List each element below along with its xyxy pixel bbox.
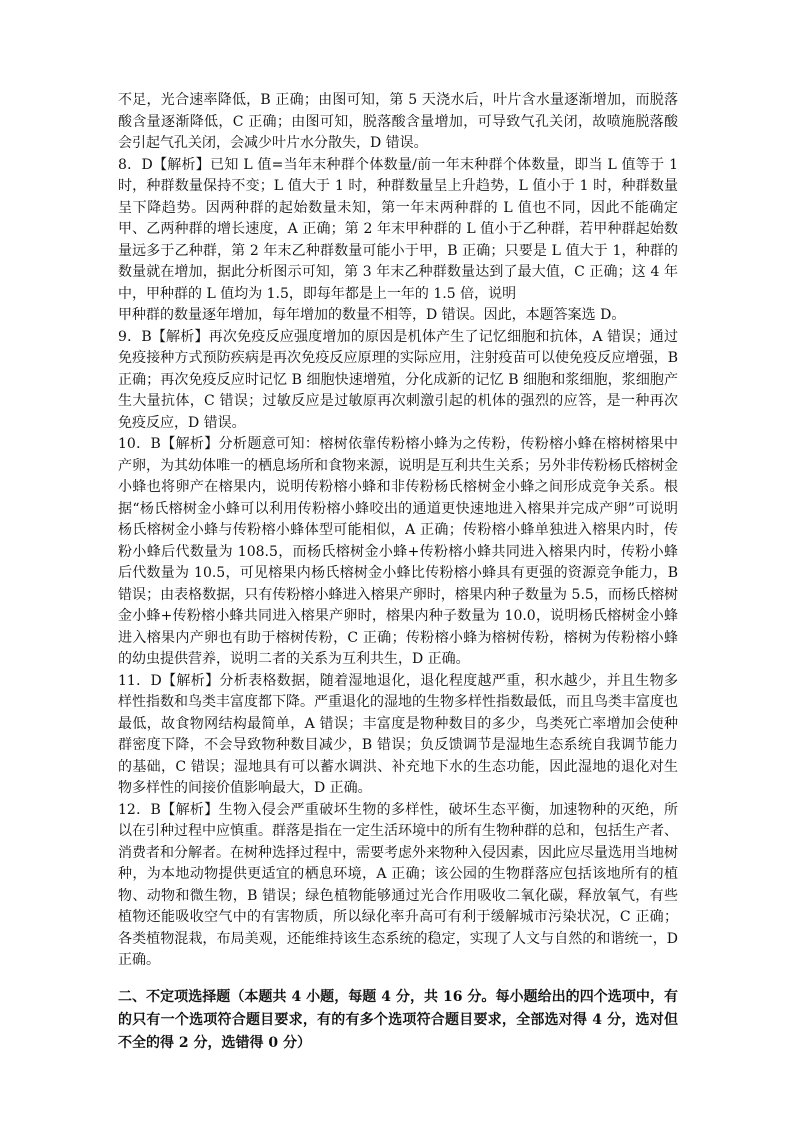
answer-paragraph-8: 8．D【解析】已知 L 值=当年末种群个体数量/前一年末种群个体数量，即当 L 值等于 1 时，种群数量保持不变；L 值大于 1 时，种群数量呈上升趋势，L 值小于 1 时，种群数量呈下降趋势。因两种群的起始数量未知，第一年末两种群的 L 值也不同，因此不能确定甲、乙两种群的增长速度，A 正确；第 2 年末甲种群的 L 值小于乙种群，若甲种群起始数量远多于乙种群，第 2 年末乙种群数量可能小于甲，B 正确；只要是 L 值大于 1，种群的数量就在增加，据此分析图示可知，第 3 年末乙种群数量达到了最大值，C 正确；这 4 年中，甲种群的 L 值均为 1.5，即每年都是上一年的 1.5 倍，说明 xyxy=(118,156,678,302)
answer-paragraph-9: 9．B【解析】再次免疫反应强度增加的原因是机体产生了记忆细胞和抗体，A 错误；通过免疫接种方式预防疾病是再次免疫反应原理的实际应用，注射疫苗可以使免疫反应增强，B 正确；再次免疫反应时记忆 B 细胞快速增殖，分化成新的记忆 B 细胞和浆细胞，浆细胞产生大量抗体，C 错误；过敏反应是过敏原再次刺激引起的机体的强烈的应答，是一种再次免疫反应，D 错误。 xyxy=(118,328,678,431)
answer-page xyxy=(118,90,678,1069)
answer-paragraph-11: 11．D【解析】分析表格数据，随着湿地退化，退化程度越严重，积水越少，并且生物多样性指数和鸟类丰富度都下降。严重退化的湿地的生物多样性指数最低，而且鸟类丰富度也最低，故食物网结构最简单，A 错误；丰富度是物种数目的多少，鸟类死亡率增加会使种群密度下降，不会导致物种数目减少，B 错误；负反馈调节是湿地生态系统自我调节能力的基础，C 错误；湿地具有可以蓄水调洪、补充地下水的生态功能，因此湿地的退化对生物多样性的间接价值影响最大，D 正确。 xyxy=(118,672,678,796)
answer-paragraph-12: 12．B【解析】生物入侵会严重破坏生物的多样性，破坏生态平衡，加速物种的灭绝，所以在引种过程中应慎重。群落是指在一定生活环境中的所有生物种群的总和，包括生产者、消费者和分解者。在树种选择过程中，需要考虑外来物种入侵因素，因此应尽量选用当地树种，为本地动物提供更适宜的栖息环境，A 正确；该公园的生物群落应包括该地所有的植物、动物和微生物，B 错误；绿色植物能够通过光合作用吸收二氧化碳，释放氧气，有些植物还能吸收空气中的有害物质，所以绿化率升高可有利于缓解城市污染状况，C 正确；各类植物混栽，布局美观，还能维持该生态系统的稳定，实现了人文与自然的和谐统一，D 正确。 xyxy=(118,801,678,968)
answer-paragraph-10: 10．B【解析】分析题意可知：榕树依靠传粉榕小蜂为之传粉，传粉榕小蜂在榕树榕果中产卵，为其幼体唯一的栖息场所和食物来源，说明是互利共生关系；另外非传粉杨氏榕树金小蜂也将卵产在榕果内，说明传粉榕小蜂和非传粉杨氏榕树金小蜂之间形成竞争关系。根据“杨氏榕树金小蜂可以利用传粉榕小蜂咬出的通道更快速地进入榕果并完成产卵”可说明杨氏榕树金小蜂与传粉榕小蜂体型可能相似，A 正确；传粉榕小蜂单独进入榕果内时，传粉小蜂后代数量为 108.5，而杨氏榕树金小蜂+传粉榕小蜂共同进入榕果内时，传粉小蜂后代数量为 10.5，可见榕果内杨氏榕树金小蜂比传粉榕小蜂具有更强的资源竞争能力，B 错误；由表格数据，只有传粉榕小蜂进入榕果产卵时，榕果内种子数量为 5.5，而杨氏榕树金小蜂+传粉榕小蜂共同进入榕果产卵时，榕果内种子数量为 10.0，说明杨氏榕树金小蜂进入榕果内产卵也有助于榕树传粉，C 正确；传粉榕小蜂为榕树传粉，榕树为传粉榕小蜂的幼虫提供营养，说明二者的关系为互利共生，D 正确。 xyxy=(118,436,678,667)
section-heading: 二、不定项选择题（本题共 4 小题，每题 4 分，共 16 分。每小题给出的四个选项中，有的只有一个选项符合题目要求，有的有多个选项符合题目要求，全部选对得 4 分，选对但不全的得 2 分，选错得 0 分） xyxy=(118,988,678,1051)
answer-paragraph-8-continued: 甲种群的数量逐年增加，每年增加的数量不相等，D 错误。因此，本题答案选 D。 xyxy=(118,307,626,323)
answer-paragraph-7-tail: 不足，光合速率降低，B 正确；由图可知，第 5 天浇水后，叶片含水量逐渐增加，而脱落酸含量逐渐降低，C 正确；由图可知，脱落酸含量增加，可导致气孔关闭，故喷施脱落酸会引起气孔关闭，会减少叶片水分散失，D 错误。 xyxy=(118,92,678,151)
